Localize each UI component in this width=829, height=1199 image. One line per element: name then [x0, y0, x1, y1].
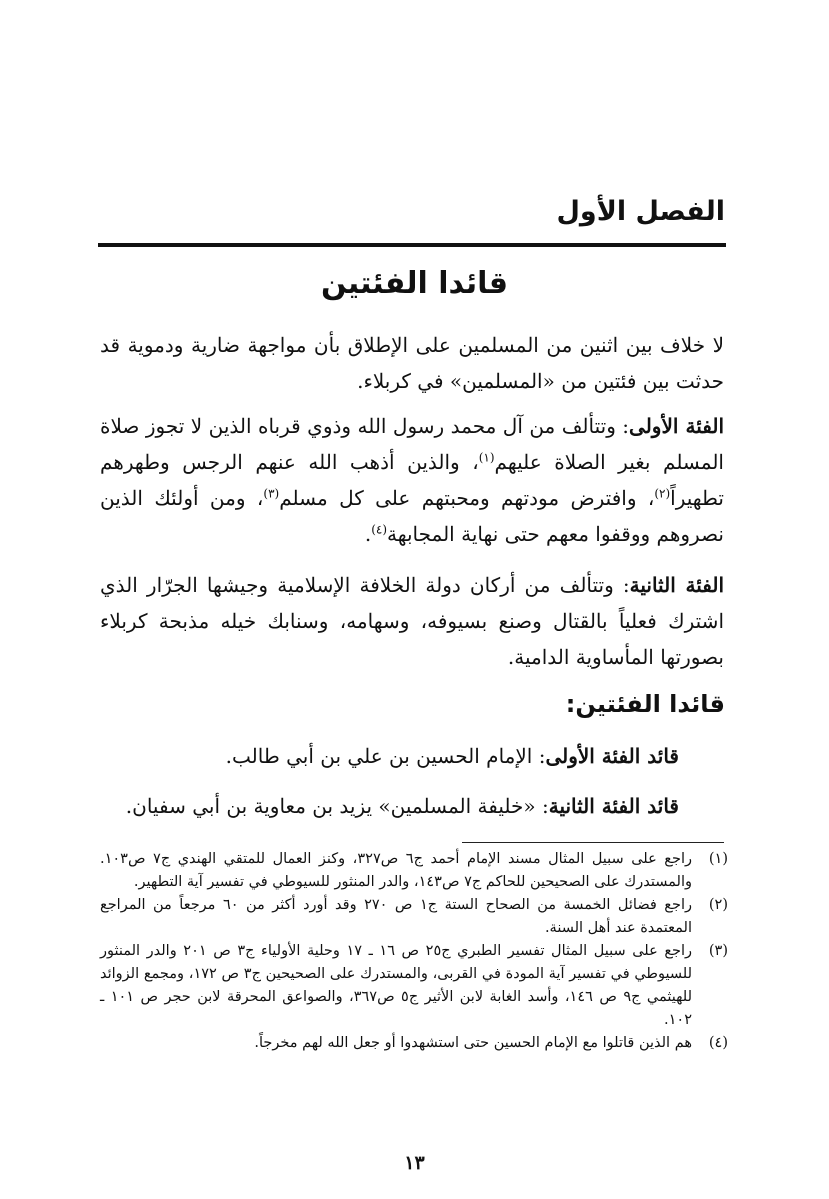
chapter-divider [98, 243, 726, 247]
first-group-label: الفئة الأولى [629, 414, 725, 438]
paragraph-intro: لا خلاف بين اثنين من المسلمين على الإطلاق بأن مواجهة ضارية ودموية قد حدثت بين فئتين من «المسلمين» في كربلاء. [100, 333, 724, 393]
second-group-label: الفئة الثانية [629, 573, 725, 597]
footnote-ref-2[interactable]: (٢) [654, 486, 671, 501]
footnote-ref-1[interactable]: (١) [478, 450, 495, 465]
leader-first [226, 738, 679, 774]
footnote-number: (١) [708, 851, 728, 867]
first-group-text-1: : وتتألف من آل محمد رسول الله وذوي قرباه الذين لا تجوز صلاة المسلم بغير الصلاة عليهم [100, 414, 724, 474]
footnote-divider [462, 842, 724, 843]
first-group-text-3: ، وافترض مودتهم ومحبتهم على كل مسلم [279, 486, 655, 510]
footnotes [100, 848, 728, 1055]
footnote-text: راجع على سبيل المثال تفسير الطبري ج٢٥ ص ١٦ ـ ١٧ وحلية الأولياء ج٣ ص ٢٠١ والدر المنثور للسيوطي في تفسير آية المودة في القربى، والمستدرك على الصحيحين ج٣ ص ١٧٢، ومجمع الزوائد للهيثمي ج٩ ص ١٤٦، وأسد الغابة لابن الأثير ج٥ ص٣٦٧، والصواعق المحرقة لابن حجر ص ١٠١ ـ ١٠٢. [100, 943, 693, 1028]
first-group-text-4: ، ومن أولئك الذين نصروهم ووقفوا معهم حتى نهاية المجابهة [100, 486, 724, 546]
footnote-ref-3[interactable]: (٣) [263, 486, 280, 501]
footnote-number: (٣) [708, 943, 728, 959]
leader-second-label: قائد الفئة الثانية [548, 794, 679, 818]
footnote-number: (٢) [708, 897, 728, 913]
footnote [100, 1032, 728, 1055]
footnote-text: هم الذين قاتلوا مع الإمام الحسين حتى استشهدوا أو جعل الله لهم مخرجاً. [254, 1035, 692, 1051]
second-group-text: : وتتألف من أركان دولة الخلافة الإسلامية وجيشها الجرّار الذي اشترك فعلياً بالقتال وصنع بسيوفه، وسهامه، وسنابك خيله مذبحة كربلاء بصورتها المأساوية الدامية. [100, 573, 724, 669]
paragraph-first-group [100, 408, 724, 552]
footnote-ref-4[interactable]: (٤) [371, 522, 388, 537]
first-group-text-2: ، والذين أذهب الله عنهم الرجس وطهرهم تطهيراً [100, 450, 724, 510]
footnote [100, 940, 728, 1032]
leader-first-text: : الإمام الحسين بن علي بن أبي طالب. [225, 744, 546, 768]
leaders-heading: قائدا الفئتين: [565, 690, 725, 718]
footnote-text: راجع فضائل الخمسة من الصحاح الستة ج١ ص ٢٧٠ وقد أورد أكثر من ٦٠ مرجعاً من المراجع المعتمدة عند أهل السنة. [100, 897, 693, 936]
chapter-title: الفصل الأول [556, 196, 725, 227]
leader-second-text: : «خليفة المسلمين» يزيد بن معاوية بن أبي سفيان. [125, 794, 549, 818]
page-number: ١٣ [404, 1152, 425, 1174]
footnote [100, 894, 728, 940]
footnote-number: (٤) [708, 1035, 728, 1051]
section-title: قائدا الفئتين [320, 266, 509, 301]
leader-second [126, 788, 679, 824]
footnote [100, 848, 728, 894]
first-group-text-5: . [364, 522, 372, 546]
leader-first-label: قائد الفئة الأولى [545, 744, 679, 768]
paragraph-second-group [100, 567, 724, 675]
footnote-text: راجع على سبيل المثال مسند الإمام أحمد ج٦ ص٣٢٧، وكنز العمال للمتقي الهندي ج٧ ص١٠٣. والمستدرك على الصحيحين للحاكم ج٧ ص١٤٣، والدر المنثور للسيوطي في تفسير آية التطهير. [100, 851, 692, 890]
